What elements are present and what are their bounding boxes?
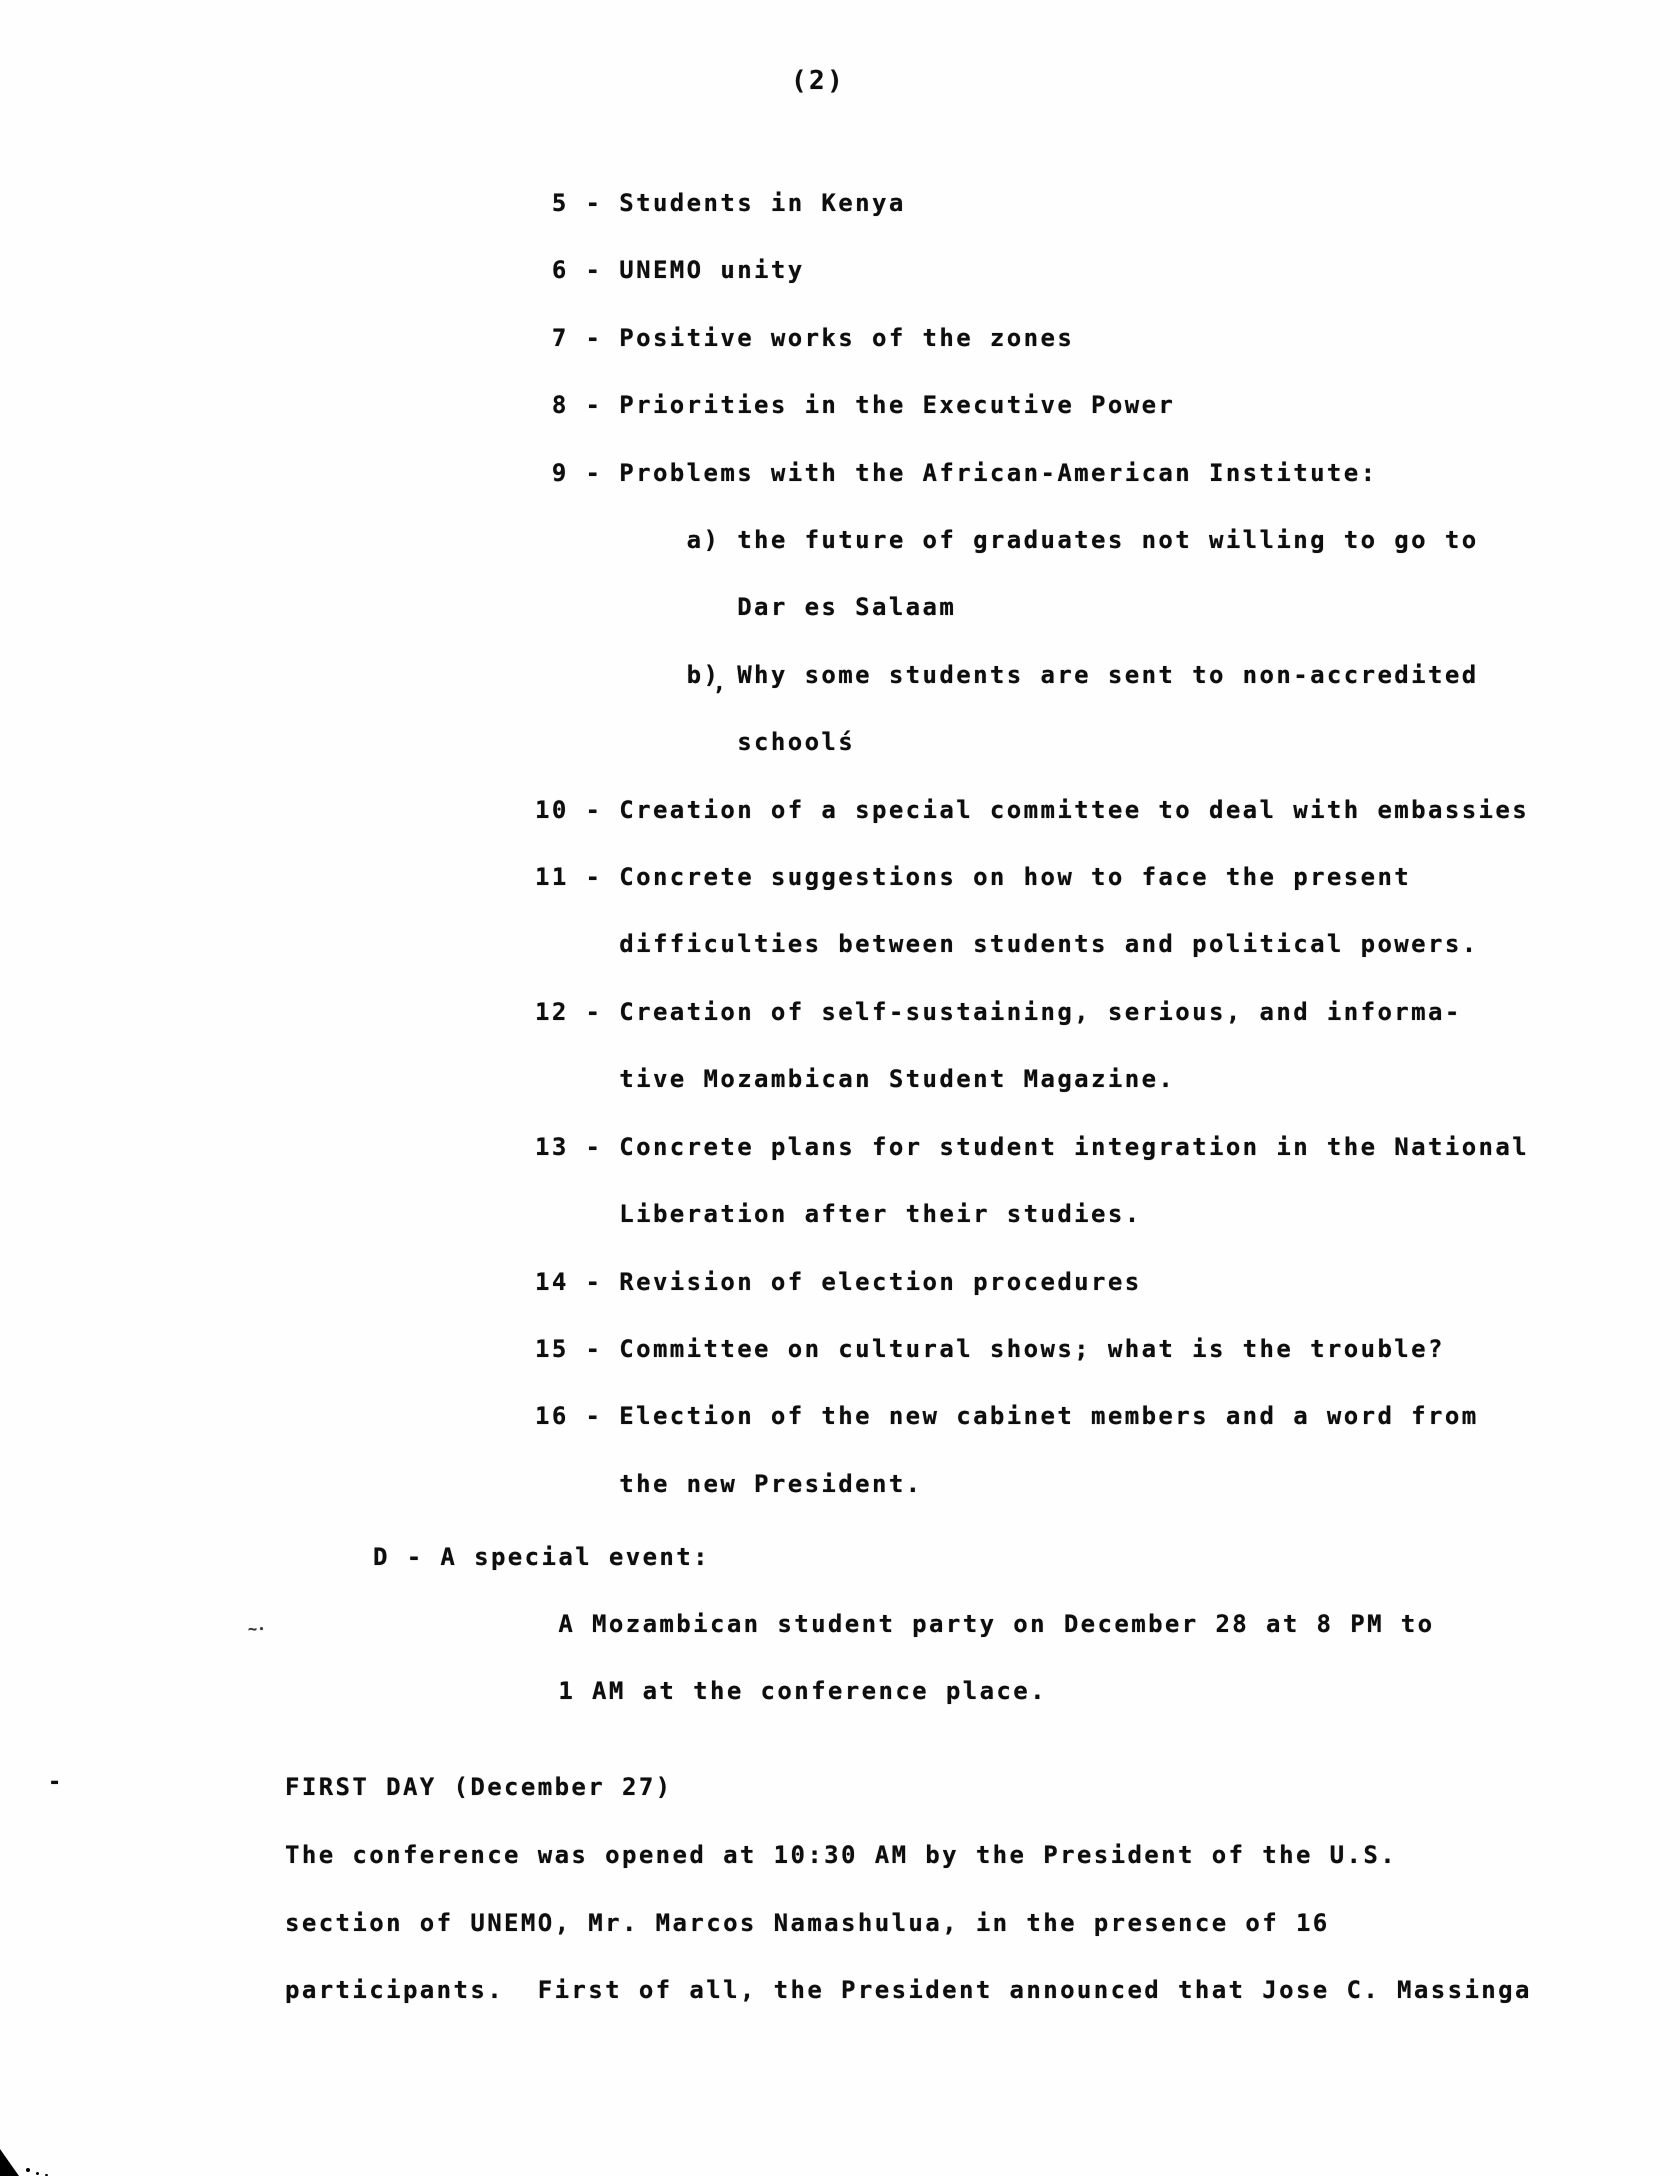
agenda-line: 13 - Concrete plans for student integration in the National bbox=[535, 1132, 1530, 1161]
stray-mark-tilde: ~· bbox=[248, 1620, 267, 1638]
agenda-list bbox=[535, 170, 1529, 1518]
agenda-line: 14 - Revision of election procedures bbox=[535, 1267, 1142, 1296]
agenda-line: 10 - Creation of a special committee to deal with embassies bbox=[535, 795, 1530, 824]
agenda-line: 16 - Election of the new cabinet members and a word from bbox=[535, 1402, 1479, 1431]
scan-corner-artifact bbox=[0, 2149, 19, 2176]
agenda-line: Dar es Salaam bbox=[535, 593, 957, 622]
agenda-line: the new President. bbox=[535, 1469, 923, 1498]
first-day-section bbox=[285, 1754, 1532, 2025]
agenda-line: 9 - Problems with the African-American Institute: bbox=[535, 458, 1378, 487]
agenda-line: 12 - Creation of self-sustaining, serious, and informa- bbox=[535, 997, 1462, 1026]
agenda-line: 11 - Concrete suggestions on how to face the present bbox=[535, 863, 1412, 892]
agenda-line: schoolś bbox=[535, 728, 856, 757]
agenda-line: tive Mozambican Student Magazine. bbox=[535, 1065, 1176, 1094]
agenda-line: b) Why some students are sent to non-accredited bbox=[535, 660, 1479, 689]
stray-mark-apostrophe: ’ bbox=[712, 684, 726, 709]
agenda-line: 8 - Priorities in the Executive Power bbox=[535, 391, 1176, 420]
first-day-line: The conference was opened at 10:30 AM by the President of the U.S. bbox=[285, 1840, 1398, 1869]
special-event-line: 1 AM at the conference place. bbox=[373, 1677, 1047, 1705]
first-day-line: participants. First of all, the President announced that Jose C. Massinga bbox=[285, 1976, 1532, 2005]
agenda-line: 5 - Students in Kenya bbox=[535, 189, 906, 217]
first-day-line: section of UNEMO, Mr. Marcos Namashulua, in the presence of 16 bbox=[285, 1908, 1330, 1937]
first-day-line: FIRST DAY (December 27) bbox=[285, 1773, 673, 1801]
agenda-line: Liberation after their studies. bbox=[535, 1200, 1142, 1229]
page-number: (2) bbox=[791, 66, 846, 96]
agenda-line: a) the future of graduates not willing to go to bbox=[535, 526, 1479, 555]
agenda-line: 6 - UNEMO unity bbox=[535, 256, 805, 285]
stray-mark-dash: - bbox=[48, 1770, 62, 1795]
agenda-line: 7 - Positive works of the zones bbox=[535, 323, 1075, 352]
agenda-line: 15 - Committee on cultural shows; what is the trouble? bbox=[535, 1334, 1445, 1363]
agenda-line: difficulties between students and political powers. bbox=[535, 930, 1479, 959]
special-event-line: A Mozambican student party on December 28 at 8 PM to bbox=[373, 1610, 1435, 1638]
special-event-section bbox=[373, 1524, 1435, 1725]
special-event-line: D - A special event: bbox=[373, 1543, 710, 1571]
scan-speck bbox=[36, 2172, 39, 2175]
scan-speck bbox=[26, 2168, 30, 2172]
